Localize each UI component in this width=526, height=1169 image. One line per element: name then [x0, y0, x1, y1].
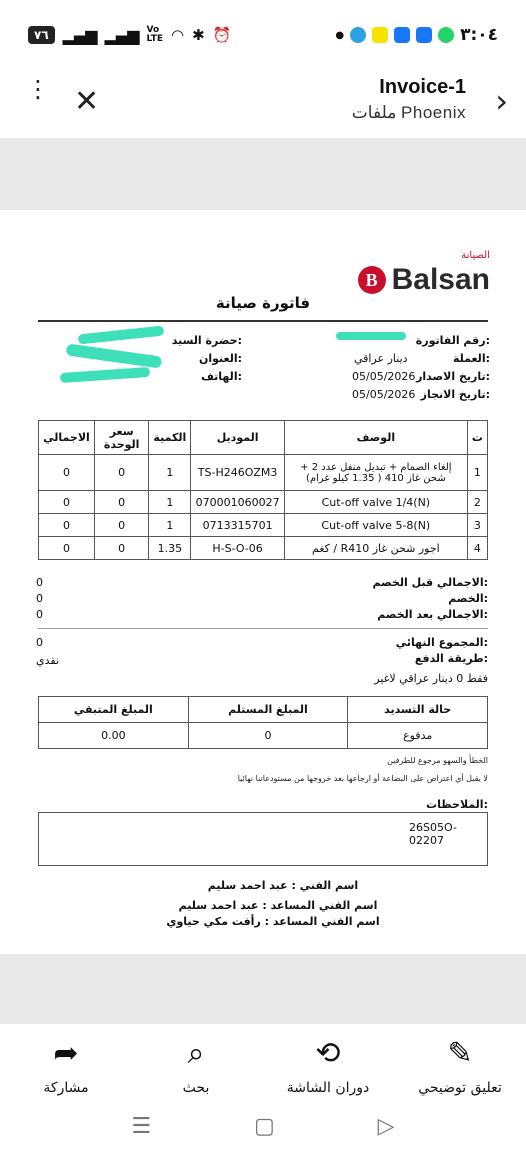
rotate-screen-button[interactable]: ⟲ دوران الشاشة [268, 1034, 388, 1096]
search-button[interactable]: ⌕ بحث [136, 1034, 256, 1096]
info-phone: الهاتف: [201, 370, 242, 383]
col-model: الموديل [191, 421, 284, 455]
final-total-value: 0 [36, 636, 43, 649]
table-row: مدفوع 0 0.00 [39, 723, 488, 749]
chevron-right-icon[interactable]: › [495, 82, 508, 120]
col-description: الوصف [284, 421, 467, 455]
dot-icon: ● [335, 29, 345, 41]
info-completion-date-value: 05/05/2026 [352, 388, 416, 401]
brand-tag: الصيانة [461, 250, 490, 261]
rotate-icon: ⟲ [315, 1036, 341, 1071]
info-address: العنوان: [198, 352, 242, 365]
share-button[interactable]: ➦ مشاركة [6, 1034, 126, 1096]
status-left [28, 26, 231, 45]
total-before-discount-value: 0 [36, 576, 43, 589]
viewer-header [0, 70, 526, 138]
alarm-icon: ⏰ [212, 26, 232, 44]
title-block [352, 76, 466, 123]
more-options-icon[interactable]: ⋮ [26, 75, 50, 103]
brand-name: Balsan [391, 263, 490, 296]
notes-box [38, 812, 488, 866]
clock-time: ٣:٠٤ [460, 25, 498, 45]
snapchat-icon [372, 27, 388, 43]
bottom-gutter [0, 954, 526, 1024]
payment-method-label: طريقة الدفع: [414, 652, 488, 665]
assistant-technician-1: اسم الفني المساعد : عبد احمد سليم [178, 899, 378, 912]
discount-value: 0 [36, 592, 43, 605]
back-icon[interactable]: ▷ [377, 1114, 395, 1139]
system-nav-bar [0, 1114, 526, 1139]
technicians-block [0, 878, 526, 930]
signal-icon-2: ▂▄▆ [104, 25, 139, 45]
table-row: 3 Cut-off valve 5-8(N) 0713315701 1 0 0 [39, 514, 488, 537]
close-icon[interactable]: ✕ [74, 84, 100, 119]
info-issue-date-value: 05/05/2026 [352, 370, 416, 383]
home-icon[interactable]: ▢ [254, 1114, 275, 1139]
volte-icon: Vo LTE [146, 25, 164, 44]
info-currency: العملة: [452, 352, 490, 365]
discount-label: الخصم: [448, 592, 488, 605]
facebook-icon [394, 27, 410, 43]
share-icon: ➦ [53, 1036, 79, 1071]
brand-logo: B [358, 266, 386, 294]
payment-method-value: نقدي [36, 654, 60, 667]
table-row: 2 Cut-off valve 1/4(N) 070001060027 1 0 0 [39, 491, 488, 514]
final-total-label: المجموع النهائي: [395, 636, 488, 649]
table-row: 4 اجور شحن غاز R410 / كغم H-S-O-06 1.35 0 0 [39, 537, 488, 560]
total-after-discount-value: 0 [36, 608, 43, 621]
status-bar [0, 0, 526, 70]
col-total: الاجمالي [39, 421, 95, 455]
amount-in-words: فقط 0 دينار عراقي لاغير [374, 672, 488, 685]
document-source: ملفات Phoenix [351, 103, 466, 122]
info-currency-value: دينار عراقي [354, 352, 408, 365]
status-right [335, 25, 498, 45]
disclaimer-1: الخطأ والسهو مرجوع للطرفين [387, 756, 488, 765]
battery-indicator: ٧٦ [28, 26, 55, 44]
whatsapp-icon [438, 27, 454, 43]
recents-icon[interactable]: ☰ [131, 1114, 152, 1139]
disclaimer-2: لا يقبل أي اعتراض على البضاعة أو ارجاعها بعد خروجها من مستودعاتنا نهائيا [237, 774, 488, 783]
top-gutter [0, 138, 526, 210]
invoice-document [0, 210, 526, 954]
signal-icon: ▂▄▆ [62, 25, 97, 45]
wifi-icon: ◠ [171, 26, 185, 44]
technician-name: اسم الفني : عبد احمد سليم [207, 879, 359, 892]
col-unit-price: سعر الوحدة [95, 421, 149, 455]
info-completion-date: تاريخ الانجاز: [420, 388, 490, 401]
col-index: ت [467, 421, 487, 455]
totals-divider [38, 628, 488, 629]
invoice-title: فاتورة صيانة [215, 294, 311, 312]
assistant-technician-2: اسم الفني المساعد : رأفت مكي حياوي [166, 915, 380, 928]
notes-value: 26S05O-02207 [409, 821, 457, 847]
table-row: 1 إلغاء الصمام + تبديل منفل عدد 2 + شحن غاز 410 ( 1.35 كيلو غرام) TS-H246OZM3 1 0 0 [39, 455, 488, 491]
total-before-discount-label: الاجمالي قبل الخصم: [372, 576, 488, 589]
bluetooth-icon: ✱ [192, 26, 205, 44]
pencil-icon: ✎ [447, 1036, 473, 1071]
info-customer: حضرة السيد: [171, 334, 242, 347]
facebook-icon-2 [416, 27, 432, 43]
info-invoice-number: رقم الفاتورة: [415, 334, 490, 347]
document-title: Invoice-1 [379, 76, 466, 98]
telegram-icon [350, 27, 366, 43]
search-icon: ⌕ [187, 1036, 205, 1071]
info-issue-date: تاريخ الاصدار: [416, 370, 490, 383]
annotate-button[interactable]: ✎ تعليق توضيحي [400, 1034, 520, 1096]
table-header-row: حالة التسديد المبلغ المستلم المبلغ المتبقي [39, 697, 488, 723]
notes-label: الملاحظات: [426, 798, 488, 811]
bottom-action-bar [0, 1024, 526, 1169]
payment-status-table [38, 696, 488, 749]
col-qty: الكمية [149, 421, 191, 455]
total-after-discount-label: الاجمالي بعد الخصم: [377, 608, 488, 621]
